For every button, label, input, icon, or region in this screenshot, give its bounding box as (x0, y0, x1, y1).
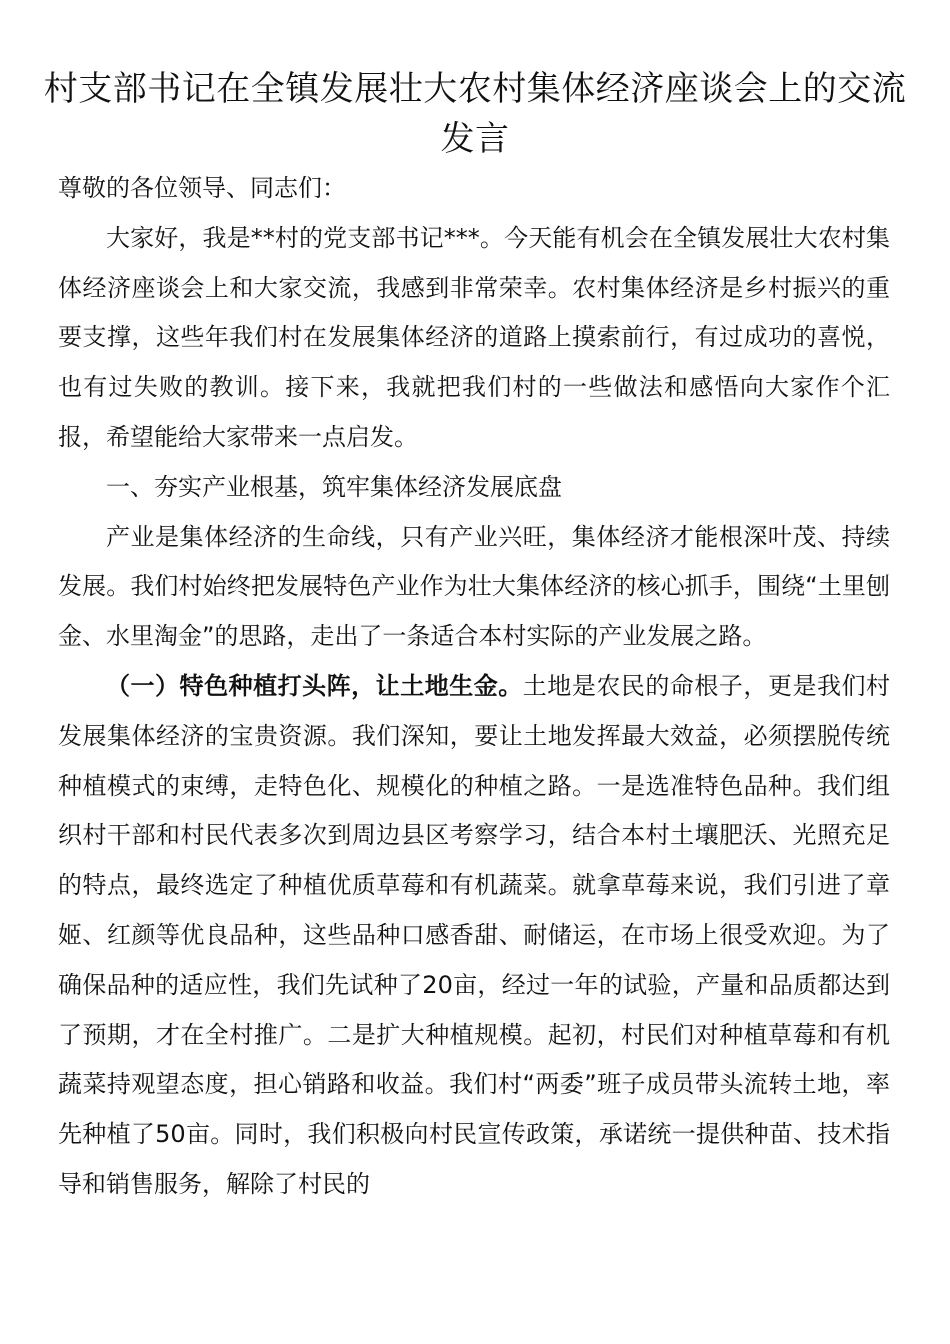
document-body (58, 164, 890, 1210)
subsection-1-paragraph (58, 662, 890, 1210)
document-title: 村支部书记在全镇发展壮大农村集体经济座谈会上的交流发言 (43, 69, 907, 159)
section-1-paragraph: 产业是集体经济的生命线，只有产业兴旺，集体经济才能根深叶茂、持续发展。我们村始终把发展特色产业作为壮大集体经济的核心抓手，围绕“土里刨金、水里淘金”的思路，走出了一条适合本村实际的产业发展之路。 (58, 522, 890, 651)
greeting-line: 尊敬的各位领导、同志们： (58, 174, 346, 202)
section-1-heading: 一、夯实产业根基，筑牢集体经济发展底盘 (106, 472, 562, 501)
subsection-1-heading: （一）特色种植打头阵，让土地生金。 (106, 671, 523, 700)
intro-paragraph: 大家好，我是**村的党支部书记***。今天能有机会在全镇发展壮大农村集体经济座谈会上和大家交流，我感到非常荣幸。农村集体经济是乡村振兴的重要支撑，这些年我们村在发展集体经济的道路上摸索前行，有过成功的喜悦，也有过失败的教训。接下来，我就把我们村的一些做法和感悟向大家作个汇报，希望能给大家带来一点启发。 (58, 223, 890, 451)
subsection-1-body: 土地是农民的命根子，更是我们村发展集体经济的宝贵资源。我们深知，要让土地发挥最大效益，必须摆脱传统种植模式的束缚，走特色化、规模化的种植之路。一是选准特色品种。我们组织村干部和村民代表多次到周边县区考察学习，结合本村土壤肥沃、光照充足的特点，最终选定了种植优质草莓和有机蔬菜。就拿草莓来说，我们引进了章姬、红颜等优良品种，这些品种口感香甜、耐储运，在市场上很受欢迎。为了确保品种的适应性，我们先试种了20亩，经过一年的试验，产量和品质都达到了预期，才在全村推广。二是扩大种植规模。起初，村民们对种植草莓和有机蔬菜持观望态度，担心销路和收益。我们村“两委”班子成员带头流转土地，率先种植了50亩。同时，我们积极向村民宣传政策，承诺统一提供种苗、技术指导和销售服务，解除了村民的 (58, 671, 891, 1198)
